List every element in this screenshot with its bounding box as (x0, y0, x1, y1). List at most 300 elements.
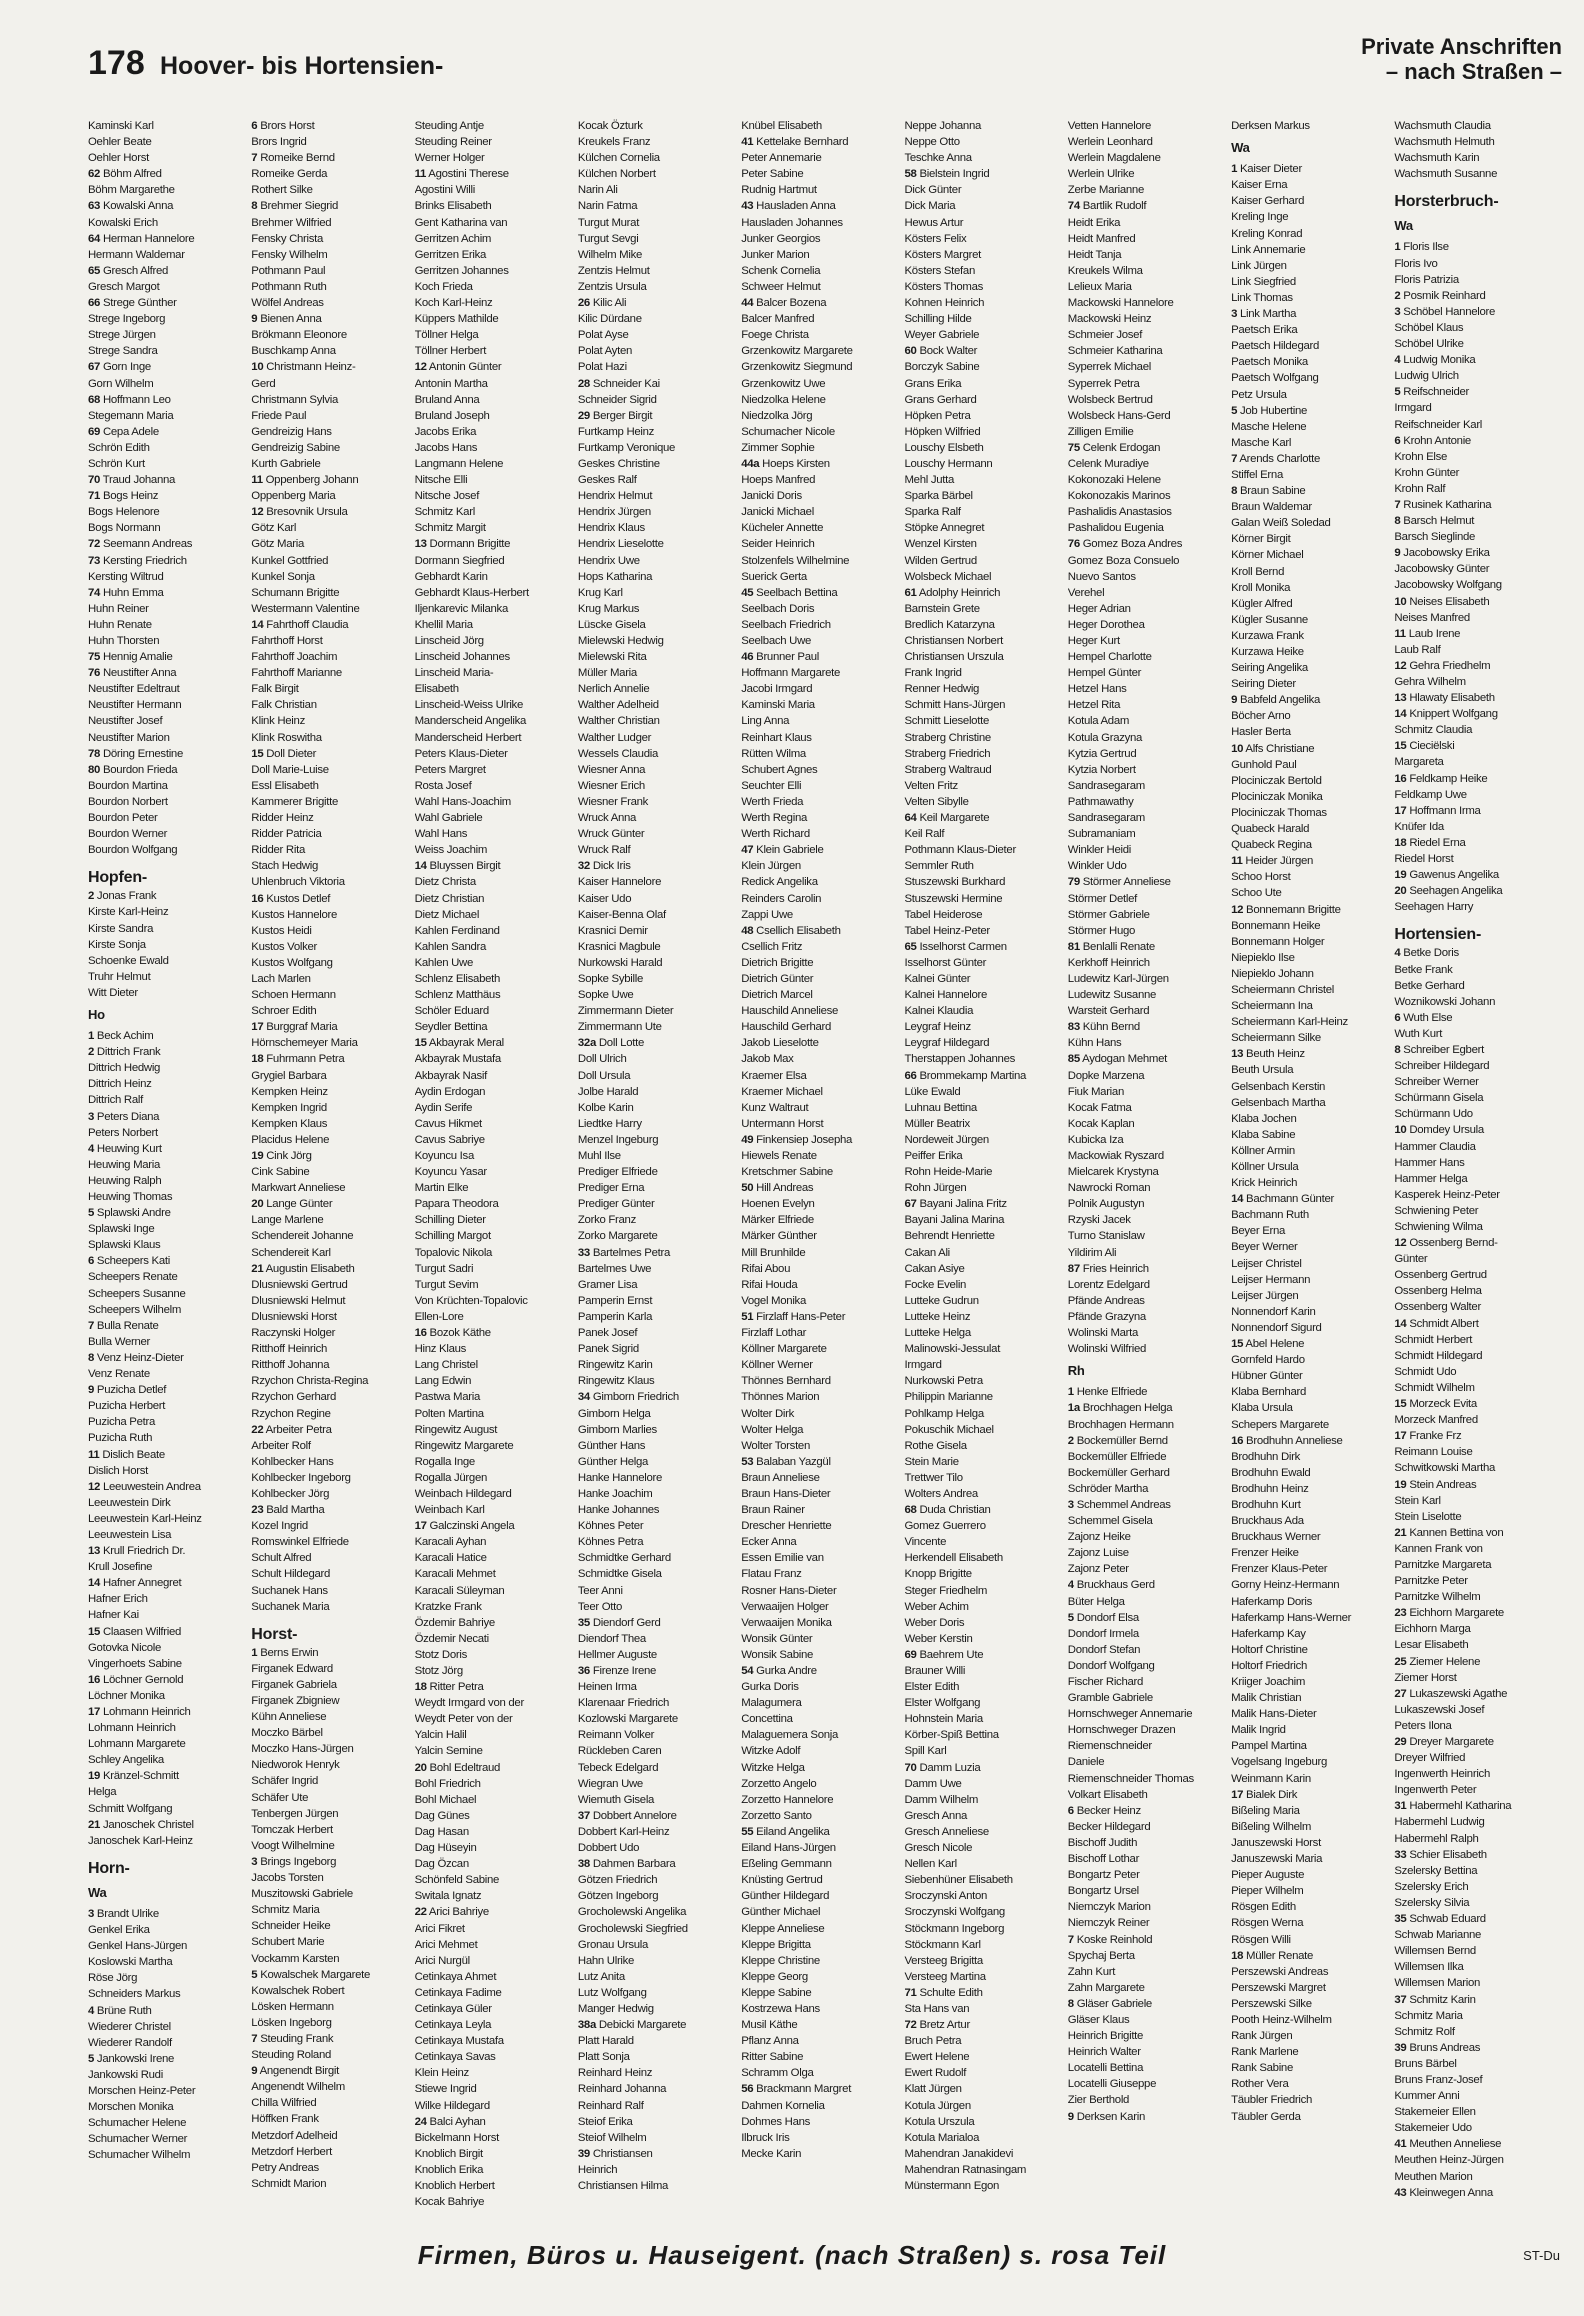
resident-name: Drescher Henriette (741, 1520, 832, 1533)
resident-entry (1231, 1819, 1394, 1835)
resident-entry (415, 1228, 578, 1244)
resident-name: Dondorf Irmela (1067, 1627, 1139, 1640)
resident-name: Dietz Christian (414, 892, 485, 905)
house-number: 3 (88, 1907, 95, 1920)
resident-name: Ecker Anna (741, 1536, 797, 1549)
resident-name: Langmann Helene (414, 457, 504, 470)
resident-name: Stotz Doris (414, 1648, 467, 1661)
resident-entry (1394, 2136, 1557, 2152)
resident-name: Krohn Ralf (1394, 482, 1446, 495)
resident-name: Löchner Gernold (102, 1673, 184, 1686)
resident-name: Reinhard Ralf (577, 2099, 644, 2112)
resident-name: Stiffel Erna (1231, 468, 1283, 481)
resident-entry (904, 907, 1067, 923)
resident-entry (578, 1663, 741, 1679)
resident-name: Gronau Ursula (577, 1938, 649, 1951)
resident-name: Wolters Andrea (904, 1487, 978, 1500)
resident-name: Bayani Jalina Marina (904, 1214, 1005, 1227)
resident-name: Klaba Sabine (1231, 1128, 1296, 1141)
page-number: 178 (88, 44, 145, 82)
resident-name: Dlusniewski Gertrud (251, 1278, 348, 1291)
house-number: 4 (1394, 354, 1401, 367)
resident-name: Lutteke Helga (904, 1327, 971, 1340)
resident-name: Frenzer Heike (1231, 1547, 1299, 1560)
resident-name: Schumacher Werner (88, 2133, 188, 2146)
resident-entry (415, 2033, 578, 2049)
resident-entry (578, 456, 741, 472)
resident-entry (578, 713, 741, 729)
resident-name: Romeike Gerda (251, 168, 328, 181)
resident-name: Gorn Wilhelm (88, 377, 154, 390)
resident-name: Schmeier Josef (1067, 329, 1143, 342)
resident-name: Riemenschneider Thomas (1067, 1772, 1194, 1785)
resident-name: Schöbel Hannelore (1403, 305, 1496, 318)
resident-name: Volkart Elisabeth (1067, 1788, 1148, 1801)
house-number: 18 (414, 1681, 427, 1694)
resident-entry (741, 681, 904, 697)
resident-entry (1231, 1111, 1394, 1127)
resident-name: Turgut Sadri (414, 1262, 474, 1275)
resident-name: Suchanek Hans (251, 1584, 328, 1597)
resident-entry (578, 424, 741, 440)
resident-name: Brochhagen Helga (1082, 1402, 1173, 1415)
resident-entry (1231, 1513, 1394, 1529)
resident-name: Laub Irene (1408, 627, 1461, 640)
resident-name: Irmgard (1394, 402, 1432, 415)
resident-entry (1231, 1626, 1394, 1642)
resident-entry (1394, 1283, 1557, 1299)
resident-name: Foege Christa (741, 329, 809, 342)
resident-entry (251, 1100, 414, 1116)
resident-name: Reifschneider (1403, 386, 1470, 399)
resident-name: Krohn Antonie (1403, 434, 1471, 447)
house-number: 43 (1394, 2186, 1407, 2199)
resident-name: Wolter Helga (741, 1423, 804, 1436)
resident-entry (251, 601, 414, 617)
resident-entry (1068, 1384, 1231, 1400)
resident-entry (251, 1725, 414, 1741)
resident-entry (578, 1116, 741, 1132)
resident-name: Kalnei Hannelore (904, 989, 988, 1002)
resident-name: Rusinek Katharina (1403, 498, 1492, 511)
resident-entry (1068, 150, 1231, 166)
resident-name: Fuhrmann Petra (266, 1053, 345, 1066)
resident-entry (1068, 1529, 1231, 1545)
resident-name: Kleppe Christine (741, 1954, 820, 1967)
resident-name: Aydogan Mehmet (1082, 1053, 1167, 1066)
resident-name: Galan Weiß Soledad (1231, 517, 1331, 530)
resident-name: Ringewitz Klaus (577, 1375, 655, 1388)
resident-name: Siebenhüner Elisabeth (904, 1874, 1013, 1887)
resident-entry (88, 2099, 251, 2115)
resident-name: Flatau Franz (741, 1568, 802, 1581)
resident-name: Kotula Urszula (904, 2115, 975, 2128)
resident-entry (1231, 467, 1394, 483)
resident-name: Krasnici Magbule (577, 940, 661, 953)
resident-name: Mahendran Janakidevi (904, 2147, 1014, 2160)
resident-entry (904, 1502, 1067, 1518)
resident-name: Domdey Ursula (1409, 1124, 1484, 1137)
resident-name: Schneiders Markus (88, 1988, 181, 2001)
resident-entry (1231, 1384, 1394, 1400)
resident-name: Bozok Käthe (429, 1327, 491, 1340)
resident-entry (415, 1261, 578, 1277)
house-number: 19 (88, 1770, 101, 1783)
resident-name: Köllner Werner (741, 1359, 813, 1372)
resident-entry (88, 649, 251, 665)
resident-name: Bartlik Rudolf (1082, 200, 1147, 213)
resident-entry (251, 1951, 414, 1967)
resident-entry (741, 1550, 904, 1566)
resident-name: Gomez Boza Andres (1082, 538, 1183, 551)
resident-name: Braun Sabine (1240, 485, 1306, 498)
resident-name: Brors Ingrid (251, 136, 307, 149)
resident-entry (1394, 1927, 1557, 1943)
resident-name: Grzenkowitz Uwe (741, 377, 826, 390)
resident-name: Gawenus Angelika (1409, 869, 1499, 882)
resident-name: Stiewe Ingrid (414, 2083, 477, 2096)
resident-name: Koch Karl-Heinz (414, 297, 493, 310)
resident-name: Werth Richard (741, 828, 810, 841)
resident-entry (1231, 1481, 1394, 1497)
resident-entry (904, 987, 1067, 1003)
resident-name: Semmler Ruth (904, 860, 974, 873)
resident-entry (1394, 978, 1557, 994)
resident-name: Lohmann Margarete (88, 1738, 186, 1751)
resident-name: Scheiermann Silke (1231, 1032, 1321, 1045)
resident-entry (88, 1784, 251, 1800)
resident-name: Herman Hannelore (102, 232, 195, 245)
resident-name: Bogs Heinz (102, 490, 159, 503)
house-number: 9 (88, 1384, 95, 1397)
resident-name: Kowalski Anna (102, 200, 174, 213)
resident-entry (1231, 1690, 1394, 1706)
section-title-line1: Private Anschriften (1361, 34, 1562, 59)
resident-name: Wölfel Andreas (251, 297, 324, 310)
resident-name: Rank Sabine (1231, 2062, 1294, 2075)
resident-name: Tenbergen Jürgen (251, 1807, 339, 1820)
resident-entry (904, 1454, 1067, 1470)
resident-name: Hoffmann Margarete (741, 667, 841, 680)
resident-name: Manderscheid Herbert (414, 731, 522, 744)
resident-entry (1394, 1831, 1557, 1847)
resident-entry (88, 1028, 251, 1044)
resident-entry (904, 585, 1067, 601)
resident-name: Walther Ludger (577, 731, 652, 744)
resident-entry (415, 746, 578, 762)
house-number: 56 (741, 2083, 754, 2096)
resident-entry (1394, 1042, 1557, 1058)
resident-name: Ludwig Ulrich (1394, 370, 1459, 383)
directory-column (415, 118, 578, 2228)
resident-name: Puzicha Detlef (96, 1384, 167, 1397)
resident-entry (741, 1518, 904, 1534)
resident-entry (904, 1309, 1067, 1325)
resident-entry (251, 1518, 414, 1534)
resident-entry (88, 392, 251, 408)
resident-entry (578, 1631, 741, 1647)
resident-entry (741, 569, 904, 585)
house-number: 67 (904, 1198, 917, 1211)
resident-name: Romswinkel Elfriede (251, 1536, 349, 1549)
house-number: 1 (1067, 1386, 1074, 1399)
house-number: 1 (1394, 241, 1401, 254)
resident-entry (415, 842, 578, 858)
resident-entry (904, 633, 1067, 649)
resident-entry (578, 2178, 741, 2194)
resident-name: Kowalschek Margarete (260, 1968, 371, 1981)
resident-name: Kannen Bettina von (1409, 1526, 1504, 1539)
resident-name: Khellil Maria (414, 618, 473, 631)
house-number: 15 (1394, 740, 1407, 753)
resident-entry (415, 1470, 578, 1486)
resident-entry (904, 939, 1067, 955)
resident-entry (1394, 2104, 1557, 2120)
resident-name: Schubert Marie (251, 1936, 325, 1949)
resident-entry (88, 295, 251, 311)
resident-name: Huhn Renate (88, 618, 152, 631)
resident-name: Schulte Edith (919, 1986, 983, 1999)
resident-entry (904, 1180, 1067, 1196)
resident-entry (1394, 1686, 1557, 1702)
resident-entry (415, 2017, 578, 2033)
resident-name: Buschkamp Anna (251, 345, 336, 358)
resident-name: Rütten Wilma (741, 747, 806, 760)
resident-name: Ritthoff Heinrich (251, 1343, 328, 1356)
resident-name: Körner Birgit (1231, 533, 1291, 546)
resident-entry (1231, 741, 1394, 757)
resident-entry (88, 1141, 251, 1157)
resident-entry (88, 1350, 251, 1366)
resident-entry (1231, 1320, 1394, 1336)
resident-name: Nurkowski Petra (904, 1375, 983, 1388)
resident-name: Bielstein Ingrid (919, 168, 990, 181)
resident-entry (415, 472, 578, 488)
resident-entry (251, 1470, 414, 1486)
resident-entry (904, 2130, 1067, 2146)
resident-entry (904, 182, 1067, 198)
resident-name: Vincente (904, 1536, 947, 1549)
resident-entry (1394, 1847, 1557, 1863)
resident-name: Gunhold Paul (1231, 758, 1297, 771)
resident-name: Romeike Bernd (260, 152, 335, 165)
street-heading: Hortensien- (1394, 926, 1482, 944)
resident-name: Franke Frz (1409, 1430, 1462, 1443)
resident-name: Tabel Heinz-Peter (904, 924, 990, 937)
resident-entry (741, 1679, 904, 1695)
resident-name: Geskes Ralf (577, 474, 637, 487)
resident-entry (1068, 1196, 1231, 1212)
resident-name: Cetinkaya Leyla (414, 2019, 492, 2032)
house-number: 65 (904, 940, 917, 953)
resident-entry (1231, 869, 1394, 885)
resident-name: Dobbert Karl-Heinz (577, 1825, 670, 1838)
resident-entry (578, 247, 741, 263)
resident-entry (251, 858, 414, 874)
house-number: 65 (88, 264, 101, 277)
resident-entry (578, 2114, 741, 2130)
resident-entry (88, 2051, 251, 2067)
resident-name: Riedel Erna (1409, 836, 1466, 849)
resident-entry (251, 1196, 414, 1212)
resident-entry (251, 649, 414, 665)
resident-entry (904, 1228, 1067, 1244)
resident-name: Hoffmann Leo (102, 393, 171, 406)
resident-name: Lüke Ewald (904, 1085, 961, 1098)
resident-name: Sroczynski Anton (904, 1890, 988, 1903)
resident-name: Kreukels Wilma (1067, 264, 1143, 277)
resident-entry (1394, 1332, 1557, 1348)
resident-entry (741, 1003, 904, 1019)
resident-name: Locatelli Bettina (1067, 2062, 1144, 2075)
resident-name: Schmidt Udo (1394, 1365, 1457, 1378)
resident-entry (1394, 1895, 1557, 1911)
resident-name: Seelbach Bettina (756, 586, 838, 599)
resident-entry (415, 1019, 578, 1035)
resident-entry (251, 1773, 414, 1789)
resident-entry (88, 359, 251, 375)
resident-entry (1231, 1079, 1394, 1095)
resident-name: Weber Kerstin (904, 1632, 973, 1645)
resident-entry (741, 1566, 904, 1582)
resident-entry (578, 1824, 741, 1840)
resident-name: Gramer Lisa (577, 1278, 638, 1291)
resident-entry (1394, 787, 1557, 803)
resident-entry (904, 923, 1067, 939)
resident-entry (904, 1422, 1067, 1438)
resident-entry (1068, 1594, 1231, 1610)
resident-name: Seehagen Angelika (1409, 885, 1503, 898)
resident-entry (1068, 1116, 1231, 1132)
resident-entry (1231, 998, 1394, 1014)
resident-name: Cetinkaya Fadime (414, 1986, 502, 1999)
resident-name: Uhlenbruch Viktoria (251, 876, 345, 889)
resident-name: Tebeck Edelgard (577, 1761, 659, 1774)
resident-entry (415, 1116, 578, 1132)
resident-name: Doll Ulrich (577, 1053, 627, 1066)
resident-entry (578, 504, 741, 520)
resident-entry (904, 279, 1067, 295)
resident-entry (741, 1486, 904, 1502)
resident-name: Kroll Monika (1231, 581, 1291, 594)
resident-name: Malik Ingrid (1231, 1724, 1286, 1737)
resident-name: Seydler Bettina (414, 1021, 488, 1034)
resident-name: Henke Elfriede (1076, 1386, 1148, 1399)
resident-name: Meuthen Anneliese (1409, 2138, 1502, 2151)
resident-entry (1231, 1256, 1394, 1272)
resident-name: Pieper Auguste (1231, 1869, 1305, 1882)
resident-entry (1068, 2092, 1231, 2108)
resident-name: Kretschmer Sabine (741, 1166, 833, 1179)
resident-name: Kytzia Gertrud (1067, 747, 1137, 760)
resident-entry (1394, 1155, 1557, 1171)
resident-name: Sparka Bärbel (904, 490, 973, 503)
resident-name: Weinbach Karl (414, 1504, 485, 1517)
resident-entry (904, 1003, 1067, 1019)
resident-entry (578, 343, 741, 359)
resident-name: Ridder Heinz (251, 812, 314, 825)
resident-name: Werth Regina (741, 812, 808, 825)
resident-name: Kunz Waltraut (741, 1101, 809, 1114)
resident-entry (251, 263, 414, 279)
resident-entry (88, 215, 251, 231)
resident-name: Krull Josefine (88, 1561, 153, 1574)
resident-entry (1231, 2028, 1394, 2044)
resident-entry (741, 1196, 904, 1212)
resident-name: Hendrix Uwe (577, 554, 640, 567)
resident-name: Bock Walter (919, 345, 978, 358)
resident-name: Eßeling Gemmann (741, 1858, 832, 1871)
house-number: 51 (741, 1310, 754, 1323)
resident-name: Szelersky Erich (1394, 1880, 1469, 1893)
resident-name: Oppenberg Maria (251, 490, 336, 503)
resident-entry (415, 424, 578, 440)
resident-name: Gendreizig Sabine (251, 441, 340, 454)
resident-name: Pampel Martina (1231, 1740, 1307, 1753)
resident-entry (251, 2144, 414, 2160)
resident-name: Rzychon Gerhard (251, 1391, 337, 1404)
resident-entry (1231, 805, 1394, 821)
resident-name: Wiesner Erich (577, 779, 645, 792)
resident-entry (88, 1736, 251, 1752)
resident-entry (1394, 1026, 1557, 1042)
resident-name: Holtorf Christine (1231, 1643, 1308, 1656)
resident-name: Steuding Frank (260, 2032, 334, 2045)
resident-entry (1231, 354, 1394, 370)
resident-entry (741, 2001, 904, 2017)
resident-entry (88, 1076, 251, 1092)
resident-entry (904, 1776, 1067, 1792)
resident-entry (741, 504, 904, 520)
resident-name: Jakob Max (741, 1053, 794, 1066)
resident-entry (1068, 1690, 1231, 1706)
resident-entry (1068, 1561, 1231, 1577)
resident-name: Kreukels Franz (577, 136, 651, 149)
resident-entry (1231, 1368, 1394, 1384)
resident-entry (741, 118, 904, 134)
resident-entry (904, 1486, 1067, 1502)
resident-entry (88, 2147, 251, 2163)
resident-name: Krug Karl (577, 586, 623, 599)
house-number: 76 (1067, 538, 1080, 551)
resident-name: Pieper Wilhelm (1231, 1885, 1304, 1898)
resident-name: Mielewski Rita (577, 651, 647, 664)
resident-name: Kösters Stefan (904, 264, 975, 277)
resident-entry (904, 858, 1067, 874)
resident-name: Moczko Hans-Jürgen (251, 1743, 354, 1756)
house-number: 14 (1394, 1317, 1407, 1330)
resident-entry (251, 971, 414, 987)
resident-name: Leygraf Hildegard (904, 1037, 990, 1050)
resident-name: Steger Friedhelm (904, 1584, 988, 1597)
resident-entry (88, 826, 251, 842)
resident-entry (415, 2194, 578, 2210)
resident-entry (1231, 676, 1394, 692)
resident-entry (741, 263, 904, 279)
resident-name: Doll Lotte (598, 1037, 644, 1050)
resident-entry (578, 633, 741, 649)
resident-name: Stakemeier Udo (1394, 2122, 1472, 2135)
resident-name: Renner Hedwig (904, 683, 980, 696)
resident-name: Kränzel-Schmitt (102, 1770, 179, 1783)
resident-name: Zentzis Helmut (577, 264, 650, 277)
resident-name: Derksen Markus (1231, 120, 1310, 132)
resident-entry (1068, 359, 1231, 375)
resident-entry (1231, 1932, 1394, 1948)
resident-name: Wolsbeck Hans-Gerd (1067, 409, 1171, 422)
resident-name: Bogs Normann (88, 522, 161, 535)
resident-name: Kühn Bernd (1082, 1021, 1140, 1034)
